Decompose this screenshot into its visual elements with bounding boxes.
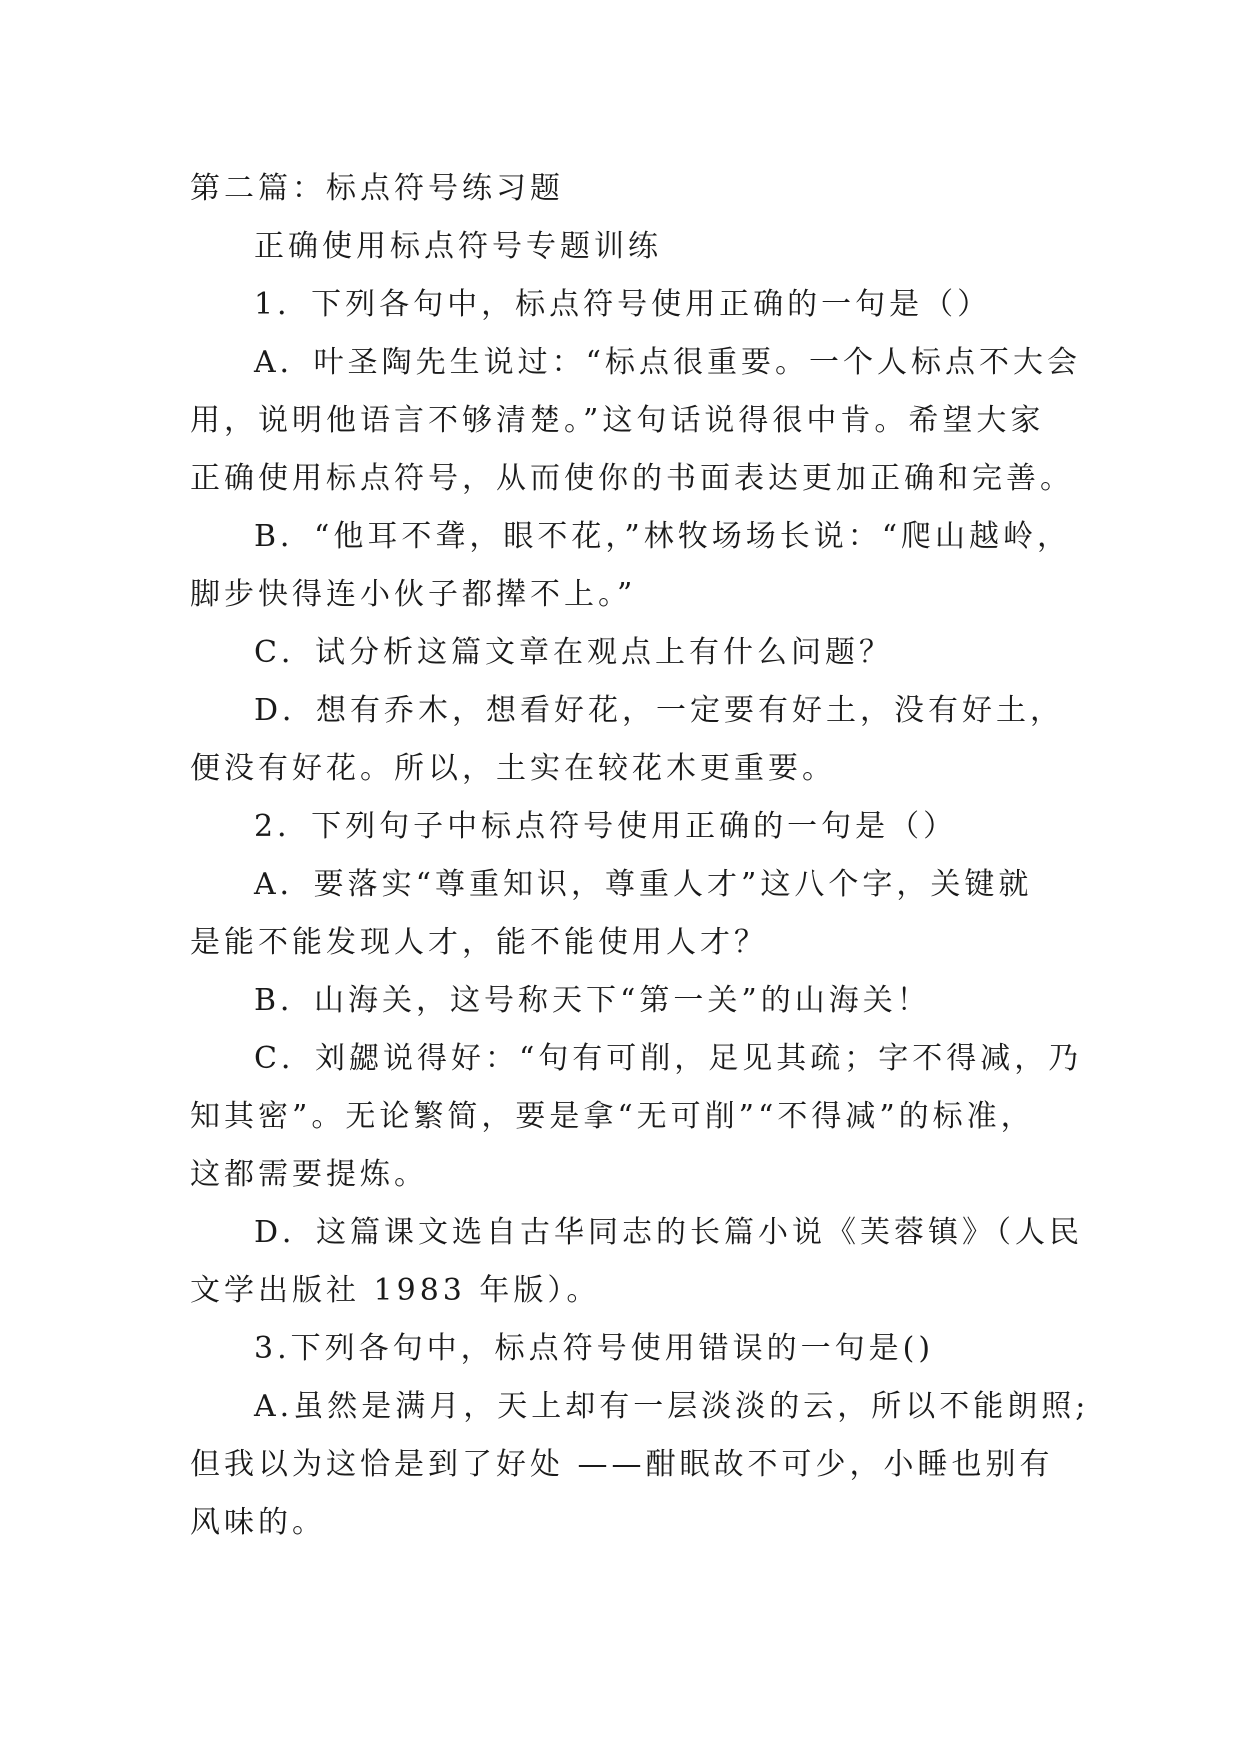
question-2-option-a	[190, 856, 1070, 972]
paragraph-line: 便没有好花。所以，土实在较花木更重要。	[190, 751, 836, 786]
paragraph-line: 1．下列各句中，标点符号使用正确的一句是（）	[254, 287, 992, 322]
paragraph-line: A．要落实“尊重知识，尊重人才”这八个字，关键就	[254, 867, 1033, 902]
paragraph-line: 脚步快得连小伙子都撵不上。”	[190, 577, 637, 612]
paragraph-line: D．这篇课文选自古华同志的长篇小说《芙蓉镇》（人民	[254, 1215, 1084, 1250]
question-2-option-c	[190, 1030, 1083, 1204]
paragraph-line: D．想有乔木，想看好花，一定要有好土，没有好土，	[254, 693, 1065, 728]
paragraph-line: 正确使用标点符号，从而使你的书面表达更加正确和完善。	[190, 461, 1074, 496]
question-3-stem	[190, 1320, 1070, 1378]
paragraph-line: 但我以为这恰是到了好处 ——酣眠故不可少，小睡也别有	[190, 1447, 1054, 1482]
question-1-option-c	[190, 624, 1070, 682]
paragraph-line: B．山海关，这号称天下“第一关”的山海关！	[254, 983, 931, 1018]
question-1-option-d	[190, 682, 1070, 798]
paragraph-line: B．“他耳不聋，眼不花，”林牧场场长说：“爬山越岭，	[254, 519, 1072, 554]
paragraph-line: 是能不能发现人才，能不能使用人才？	[190, 925, 768, 960]
question-3-option-a	[190, 1378, 1090, 1552]
paragraph-line: 风味的。	[190, 1505, 326, 1540]
paragraph-line: 知其密”。无论繁简，要是拿“无可削”“不得减”的标准，	[190, 1099, 1035, 1134]
question-1-stem	[190, 276, 1070, 334]
paragraph-line: 2．下列句子中标点符号使用正确的一句是（）	[254, 809, 958, 844]
paragraph-line: 文学出版社 1983 年版）。	[190, 1273, 601, 1308]
question-2-option-b	[190, 972, 1070, 1030]
paragraph-line: C．刘勰说得好：“句有可削，足见其疏；字不得减，乃	[254, 1041, 1083, 1076]
paragraph-line: A．叶圣陶先生说过：“标点很重要。一个人标点不大会	[254, 345, 1082, 380]
question-2-stem	[190, 798, 1070, 856]
document-body	[190, 160, 1090, 1552]
paragraph-line: 3.下列各句中，标点符号使用错误的一句是()	[254, 1331, 935, 1366]
paragraph-line: 这都需要提炼。	[190, 1157, 428, 1192]
question-2-option-d	[190, 1204, 1084, 1320]
document-subtitle: 正确使用标点符号专题训练	[254, 229, 662, 264]
document-heading: 第二篇：标点符号练习题	[190, 171, 564, 206]
paragraph-line: 用，说明他语言不够清楚。”这句话说得很中肯。希望大家	[190, 403, 1045, 438]
question-1-option-b	[190, 508, 1070, 624]
question-1-option-a	[190, 334, 1082, 508]
paragraph-line: C．试分析这篇文章在观点上有什么问题？	[254, 635, 893, 670]
paragraph-line: A.虽然是满月，天上却有一层淡淡的云，所以不能朗照;	[254, 1389, 1090, 1424]
